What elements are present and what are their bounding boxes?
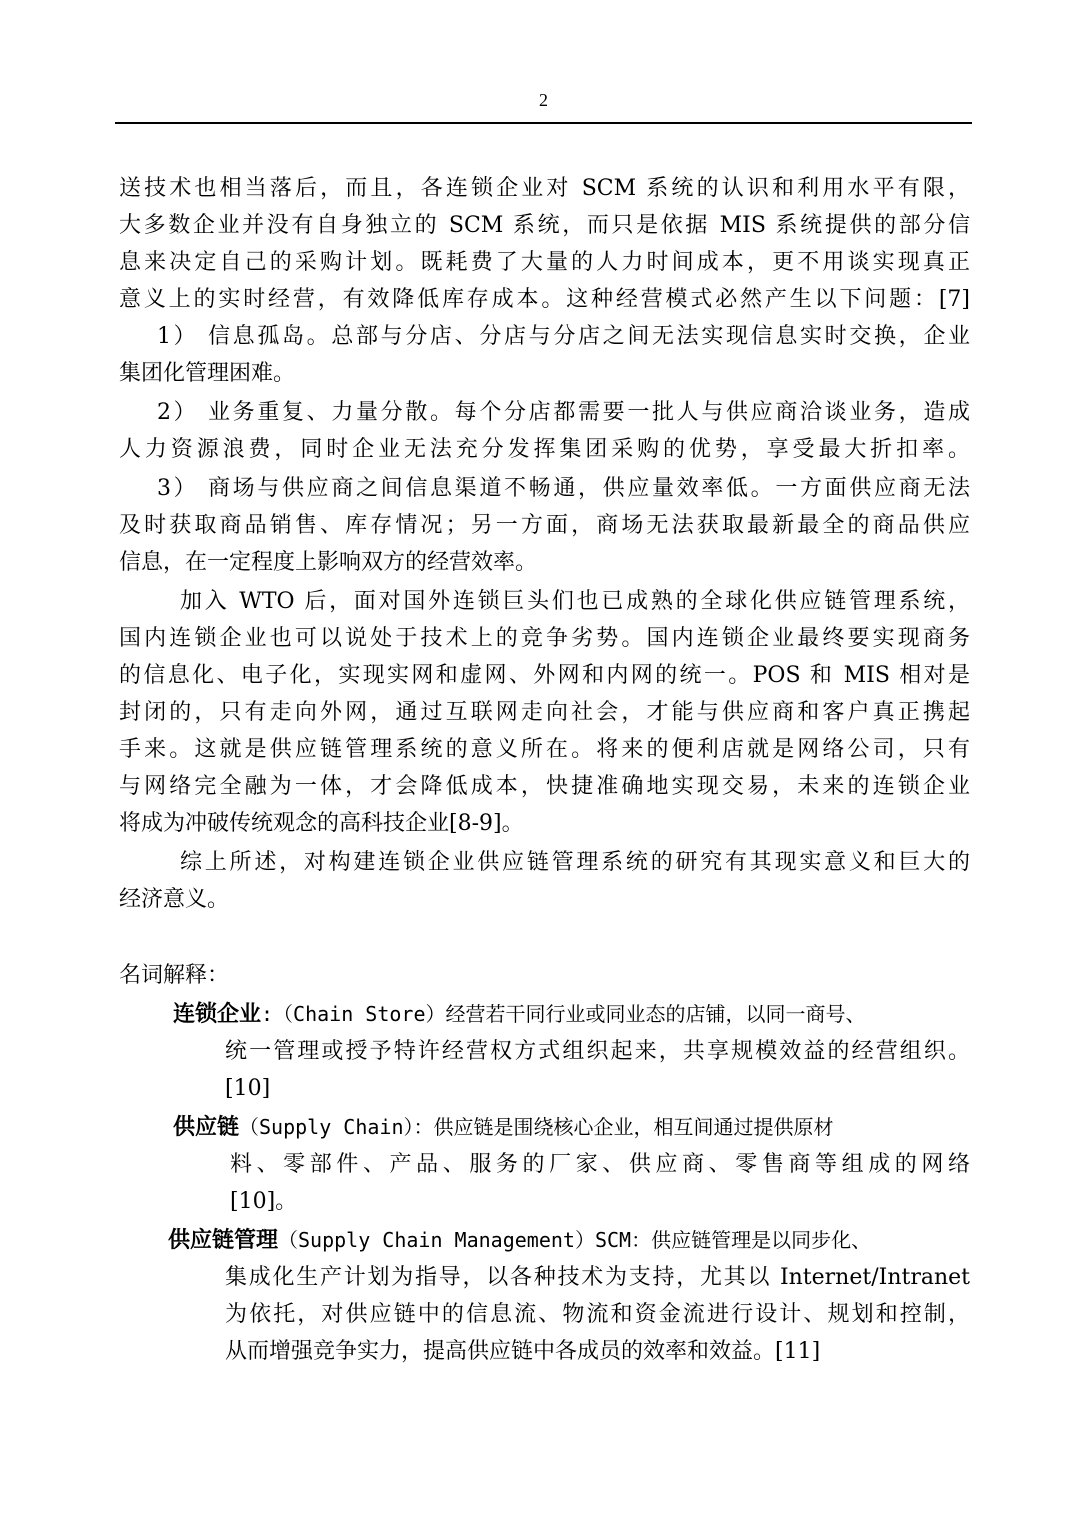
header-rule — [115, 122, 972, 124]
paragraph-line: 意义上的实时经营，有效降低库存成本。这种经营模式必然产生以下问题：[7] — [119, 287, 970, 312]
paragraph-line: 大多数企业并没有自身独立的 SCM 系统，而只是依据 MIS 系统提供的部分信 — [119, 213, 970, 238]
glossary-gloss: :（Chain Store）经营若干同行业或同业态的店铺，以同一商号、 — [261, 1002, 866, 1026]
list-item-line: 3） 商场与供应商之间信息渠道不畅通，供应量效率低。一方面供应商无法 — [157, 476, 970, 501]
paragraph-line: 息来决定自己的采购计划。既耗费了大量的人力时间成本，更不用谈实现真正 — [119, 250, 970, 275]
glossary-line: 从而增强竞争实力，提高供应链中各成员的效率和效益。[11] — [225, 1339, 821, 1364]
paragraph-line: 将成为冲破传统观念的高科技企业[8-9]。 — [119, 811, 524, 836]
glossary-line: [10]。 — [230, 1189, 298, 1214]
list-item-line: 及时获取商品销售、库存情况；另一方面，商场无法获取最新最全的商品供应 — [119, 513, 970, 538]
paragraph-line: 与网络完全融为一体，才会降低成本，快捷准确地实现交易，未来的连锁企业 — [119, 774, 970, 799]
glossary-term: 连锁企业 — [173, 1002, 262, 1027]
glossary-entry-supply-chain — [173, 1109, 973, 1146]
glossary-term: 供应链 — [173, 1115, 240, 1140]
glossary-term: 供应链管理 — [168, 1228, 279, 1253]
paragraph-line: 封闭的，只有走向外网，通过互联网走向社会，才能与供应商和客户真正携起 — [119, 700, 970, 725]
glossary-line: 料、零部件、产品、服务的厂家、供应商、零售商等组成的网络 — [230, 1152, 970, 1177]
list-item-line: 信息，在一定程度上影响双方的经营效率。 — [119, 550, 538, 575]
glossary-gloss: （Supply Chain）：供应链是围绕核心企业，相互间通过提供原材 — [239, 1115, 834, 1139]
paragraph-line: 加入 WTO 后，面对国外连锁巨头们也已成熟的全球化供应链管理系统， — [180, 589, 970, 614]
paragraph-line: 的信息化、电子化，实现实网和虚网、外网和内网的统一。POS 和 MIS 相对是 — [119, 663, 970, 688]
list-item-line: 1） 信息孤岛。总部与分店、分店与分店之间无法实现信息实时交换，企业 — [157, 324, 970, 349]
glossary-heading: 名词解释： — [119, 963, 230, 988]
list-item-line: 人力资源浪费，同时企业无法充分发挥集团采购的优势，享受最大折扣率。 — [119, 437, 970, 462]
glossary-entry-chain-store — [173, 996, 973, 1033]
paragraph-line: 综上所述，对构建连锁企业供应链管理系统的研究有其现实意义和巨大的 — [180, 850, 970, 875]
glossary-line: 统一管理或授予特许经营权方式组织起来，共享规模效益的经营组织。 — [225, 1039, 970, 1064]
paragraph-line: 经济意义。 — [119, 887, 230, 912]
glossary-line: [10] — [225, 1076, 271, 1101]
list-item-line: 2） 业务重复、力量分散。每个分店都需要一批人与供应商洽谈业务，造成 — [157, 400, 970, 425]
paragraph-line: 送技术也相当落后，而且，各连锁企业对 SCM 系统的认识和利用水平有限， — [119, 176, 970, 201]
paragraph-line: 国内连锁企业也可以说处于技术上的竞争劣势。国内连锁企业最终要实现商务 — [119, 626, 970, 651]
paragraph-line: 手来。这就是供应链管理系统的意义所在。将来的便利店就是网络公司，只有 — [119, 737, 970, 762]
page-number: 2 — [539, 90, 548, 110]
glossary-line: 集成化生产计划为指导，以各种技术为支持，尤其以 Internet/Intranet — [225, 1265, 970, 1290]
glossary-gloss: （Supply Chain Management）SCM：供应链管理是以同步化、 — [278, 1228, 872, 1252]
glossary-entry-scm — [168, 1222, 973, 1259]
glossary-line: 为依托，对供应链中的信息流、物流和资金流进行设计、规划和控制， — [225, 1302, 970, 1327]
list-item-line: 集团化管理困难。 — [119, 361, 296, 386]
